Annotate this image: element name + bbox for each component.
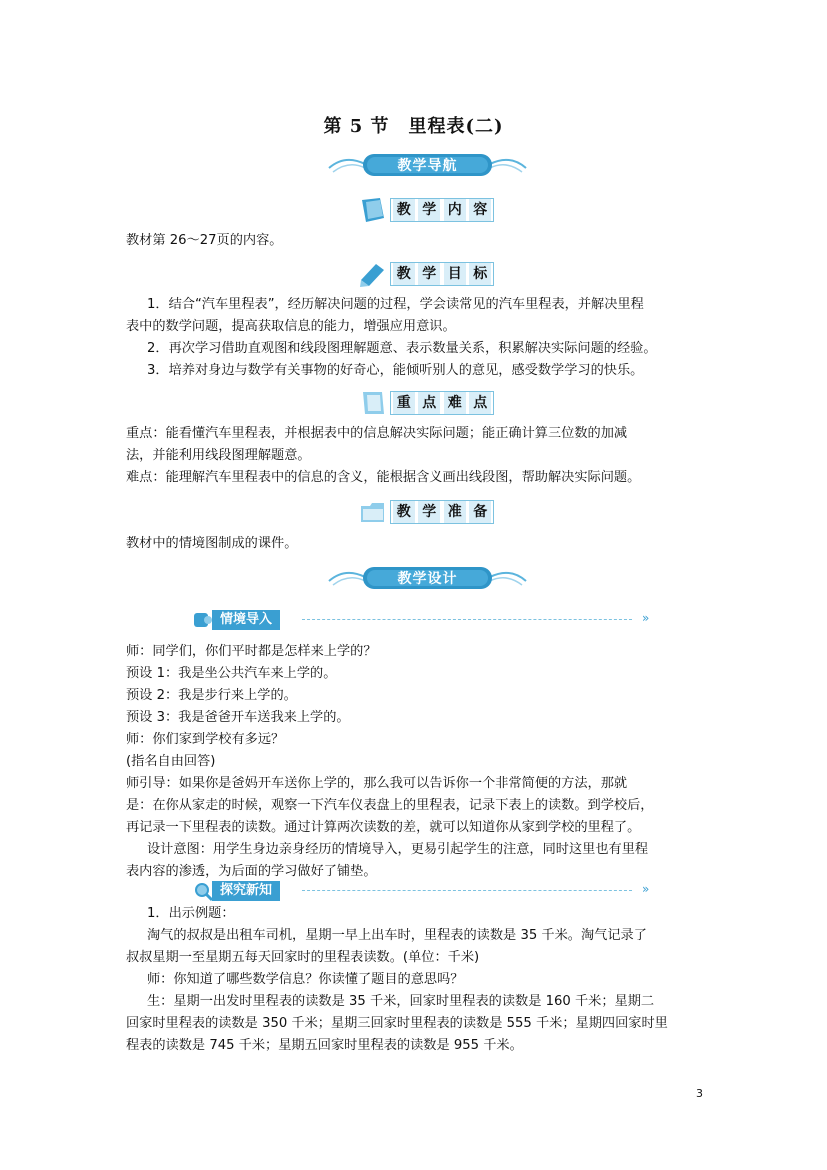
notebook-icon xyxy=(358,389,388,417)
text-line: 再记录一下里程表的读数。通过计算两次读数的差，就可以知道你从家到学校的里程了。 xyxy=(126,820,641,835)
text-line: 设计意图：用学生身边亲身经历的情境导入，更易引起学生的注意，同时这里也有里程 xyxy=(147,842,649,857)
text-line: 师：你们家到学校有多远？ xyxy=(126,732,285,747)
text-line: 1．结合“汽车里程表”，经历解决问题的过程，学会读常见的汽车里程表，并解决里程 xyxy=(147,297,644,312)
section-char: 教 xyxy=(393,501,415,523)
section-char: 重 xyxy=(393,392,415,414)
text-line: 教材第 26～27页的内容。 xyxy=(126,233,283,248)
section-teaching-content xyxy=(358,196,498,224)
section-label-box xyxy=(390,198,494,222)
text-line: 师：你知道了哪些数学信息？你读懂了题目的意思吗？ xyxy=(147,972,464,987)
text-line: 2．再次学习借助直观图和线段图理解题意、表示数量关系，积累解决实际问题的经验。 xyxy=(147,341,657,356)
text-line: (指名自由回答) xyxy=(126,754,216,769)
section-char: 准 xyxy=(444,501,466,523)
section-label-box xyxy=(390,262,494,286)
text-line: 表内容的渗透，为后面的学习做好了铺垫。 xyxy=(126,864,377,879)
tag-label: 探究新知 xyxy=(212,881,280,901)
section-char: 备 xyxy=(469,501,491,523)
section-label-box xyxy=(390,391,494,415)
double-chevron-icon: » xyxy=(642,611,650,625)
text-line: 师：同学们，你们平时都是怎样来上学的？ xyxy=(126,644,377,659)
dashed-divider xyxy=(302,890,632,891)
section-char: 难 xyxy=(444,392,466,414)
page-number: 3 xyxy=(696,1087,703,1100)
section-char: 学 xyxy=(418,501,440,523)
text-line: 1．出示例题： xyxy=(147,906,235,921)
section-char: 容 xyxy=(469,199,491,221)
text-line: 表中的数学问题，提高获取信息的能力，增强应用意识。 xyxy=(126,319,456,334)
section-char: 教 xyxy=(393,199,415,221)
section-label-box xyxy=(390,500,494,524)
text-line: 师引导：如果你是爸妈开车送你上学的，那么我可以告诉你一个非常简便的方法，那就 xyxy=(126,776,628,791)
puzzle-icon xyxy=(192,609,214,631)
text-line: 叔叔星期一至星期五每天回家时的里程表读数。(单位：千米) xyxy=(126,950,480,965)
section-char: 点 xyxy=(469,392,491,414)
text-line: 是：在你从家走的时候，观察一下汽车仪表盘上的里程表，记录下表上的读数。到学校后， xyxy=(126,798,654,813)
section-char: 目 xyxy=(444,263,466,285)
text-line: 法，并能利用线段图理解题意。 xyxy=(126,448,311,463)
text-line: 重点：能看懂汽车里程表，并根据表中的信息解决实际问题；能正确计算三位数的加减 xyxy=(126,426,628,441)
folder-icon xyxy=(358,498,388,526)
text-line: 预设 3：我是爸爸开车送我来上学的。 xyxy=(126,710,350,725)
text-line: 生：星期一出发时里程表的读数是 35 千米，回家时里程表的读数是 160 千米；星期二 xyxy=(147,994,655,1009)
text-line: 淘气的叔叔是出租车司机，星期一早上出车时，里程表的读数是 35 千米。淘气记录了 xyxy=(147,928,647,943)
tag-explore-new xyxy=(192,880,662,902)
banner-teaching-guide xyxy=(325,150,530,180)
pencil-icon xyxy=(358,260,388,288)
text-line: 回家时里程表的读数是 350 千米；星期三回家时里程表的读数是 555 千米；星期四回家时里 xyxy=(126,1016,668,1031)
text-line: 预设 1：我是坐公共汽车来上学的。 xyxy=(126,666,337,681)
text-line: 程表的读数是 745 千米；星期五回家时里程表的读数是 955 千米。 xyxy=(126,1038,523,1053)
text-line: 教材中的情境图制成的课件。 xyxy=(126,536,298,551)
section-key-points xyxy=(358,389,498,417)
page-title: 第 5 节 里程表(二) xyxy=(323,116,504,137)
section-char: 点 xyxy=(418,392,440,414)
tag-scenario-intro xyxy=(192,609,662,631)
double-chevron-icon: » xyxy=(642,882,650,896)
section-char: 学 xyxy=(418,263,440,285)
text-line: 3．培养对身边与数学有关事物的好奇心，能倾听别人的意见，感受数学学习的快乐。 xyxy=(147,363,644,378)
section-char: 教 xyxy=(393,263,415,285)
banner-teaching-design xyxy=(325,563,530,593)
banner-label: 教学设计 xyxy=(397,571,458,587)
section-char: 学 xyxy=(418,199,440,221)
tag-label: 情境导入 xyxy=(212,610,280,630)
section-char: 标 xyxy=(469,263,491,285)
book-icon xyxy=(358,196,388,224)
section-teaching-prep xyxy=(358,498,498,526)
magnifier-icon xyxy=(192,880,214,902)
dashed-divider xyxy=(302,619,632,620)
section-teaching-goals xyxy=(358,260,498,288)
text-line: 难点：能理解汽车里程表中的信息的含义，能根据含义画出线段图，帮助解决实际问题。 xyxy=(126,470,641,485)
section-char: 内 xyxy=(444,199,466,221)
banner-label: 教学导航 xyxy=(397,158,458,174)
text-line: 预设 2：我是步行来上学的。 xyxy=(126,688,297,703)
